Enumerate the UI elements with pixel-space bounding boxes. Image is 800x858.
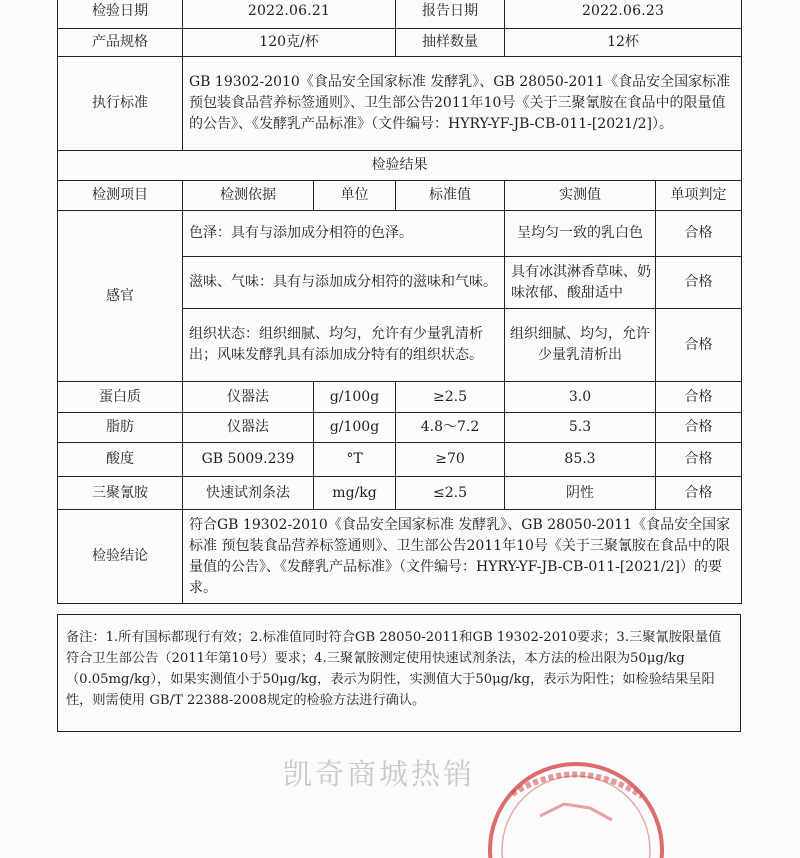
- sensory-row-color: [58, 211, 742, 257]
- sensory-verdict: 合格: [656, 309, 742, 382]
- standard-text: GB 19302-2010《食品安全国家标准 发酵乳》、GB 28050-2011《食品安全国家标准 预包装食品营养标签通则》、卫生部公告2011年10号《关于三聚氰胺在食品中的限量值的公告》、《发酵乳产品标准》（文件编号：HYRY-YF-JB-CB-011-[2021/2]）。: [183, 57, 742, 151]
- inspect-date-value: 2022.06.21: [183, 0, 396, 29]
- sensory-measured: 具有冰淇淋香草味、奶味浓郁、酸甜适中: [505, 257, 656, 309]
- results-title-row: [58, 151, 742, 181]
- standard-label: 执行标准: [58, 57, 183, 151]
- test-item: 酸度: [58, 443, 183, 477]
- test-verdict: 合格: [656, 382, 742, 413]
- test-item: 三聚氰胺: [58, 477, 183, 510]
- col-header-item: 检测项目: [58, 181, 183, 211]
- inspection-report-table: [57, 0, 742, 604]
- test-verdict: 合格: [656, 413, 742, 443]
- col-header-standard: 标准值: [396, 181, 505, 211]
- spec-row: [58, 29, 742, 57]
- notes-box: [57, 614, 741, 732]
- conclusion-label: 检验结论: [58, 510, 183, 604]
- report-date-value: 2022.06.23: [505, 0, 742, 29]
- sensory-basis: 组织状态：组织细腻、均匀，允许有少量乳清析出；风味发酵乳具有添加成分特有的组织状态。: [183, 309, 505, 382]
- column-header-row: [58, 181, 742, 211]
- test-unit: g/100g: [314, 413, 396, 443]
- conclusion-row: [58, 510, 742, 604]
- sensory-basis: 色泽：具有与添加成分相符的色泽。: [183, 211, 505, 257]
- sensory-item: 感官: [58, 211, 183, 382]
- test-standard: ≥2.5: [396, 382, 505, 413]
- test-basis: 仪器法: [183, 413, 314, 443]
- test-measured: 5.3: [505, 413, 656, 443]
- spec-label: 产品规格: [58, 29, 183, 57]
- inspect-date-label: 检验日期: [58, 0, 183, 29]
- results-title: 检验结果: [58, 151, 742, 181]
- test-standard: ≥70: [396, 443, 505, 477]
- test-basis: GB 5009.239: [183, 443, 314, 477]
- test-item: 脂肪: [58, 413, 183, 443]
- col-header-basis: 检测依据: [183, 181, 314, 211]
- col-header-verdict: 单项判定: [656, 181, 742, 211]
- sample-value: 12杯: [505, 29, 742, 57]
- test-verdict: 合格: [656, 477, 742, 510]
- watermark-text: 凯奇商城热销: [283, 757, 476, 791]
- test-standard: 4.8～7.2: [396, 413, 505, 443]
- sensory-verdict: 合格: [656, 257, 742, 309]
- test-measured: 85.3: [505, 443, 656, 477]
- test-unit: °T: [314, 443, 396, 477]
- sensory-basis: 滋味、气味：具有与添加成分相符的滋味和气味。: [183, 257, 505, 309]
- notes-label: 备注：: [66, 630, 106, 645]
- test-row-acidity: [58, 443, 742, 477]
- sensory-measured: 呈均匀一致的乳白色: [505, 211, 656, 257]
- sensory-measured: 组织细腻、均匀，允许少量乳清析出: [505, 309, 656, 382]
- test-row-protein: [58, 382, 742, 413]
- test-basis: 快速试剂条法: [183, 477, 314, 510]
- test-row-melamine: [58, 477, 742, 510]
- sample-label: 抽样数量: [396, 29, 505, 57]
- standard-row: [58, 57, 742, 151]
- test-item: 蛋白质: [58, 382, 183, 413]
- test-measured: 阴性: [505, 477, 656, 510]
- spec-value: 120克/杯: [183, 29, 396, 57]
- test-standard: ≤2.5: [396, 477, 505, 510]
- test-basis: 仪器法: [183, 382, 314, 413]
- test-verdict: 合格: [656, 443, 742, 477]
- conclusion-text: 符合GB 19302-2010《食品安全国家标准 发酵乳》、GB 28050-2011《食品安全国家标准 预包装食品营养标签通则》、卫生部公告2011年10号《关于三聚氰胺在食品中的限量值的公告》、《发酵乳产品标准》（文件编号：HYRY-YF-JB-CB-011-[2021/2]）的要求。: [183, 510, 742, 604]
- notes-text: 1.所有国标都现行有效；2.标准值同时符合GB 28050-2011和GB 19302-2010要求；3.三聚氰胺限量值符合卫生部公告（2011年第10号）要求；4.三聚氰胺测定使用快速试剂条法，本方法的检出限为50μg/kg（0.05mg/kg），如果实测值小于50μg/kg，表示为阴性，实测值大于50μg/kg，表示为阳性；如检验结果呈阳性，则需使用 GB/T 22388-2008规定的检验方法进行确认。: [66, 630, 722, 708]
- sensory-verdict: 合格: [656, 211, 742, 257]
- col-header-unit: 单位: [314, 181, 396, 211]
- dates-row: [58, 0, 742, 29]
- col-header-measured: 实测值: [505, 181, 656, 211]
- test-row-fat: [58, 413, 742, 443]
- test-measured: 3.0: [505, 382, 656, 413]
- test-unit: mg/kg: [314, 477, 396, 510]
- test-unit: g/100g: [314, 382, 396, 413]
- report-date-label: 报告日期: [396, 0, 505, 29]
